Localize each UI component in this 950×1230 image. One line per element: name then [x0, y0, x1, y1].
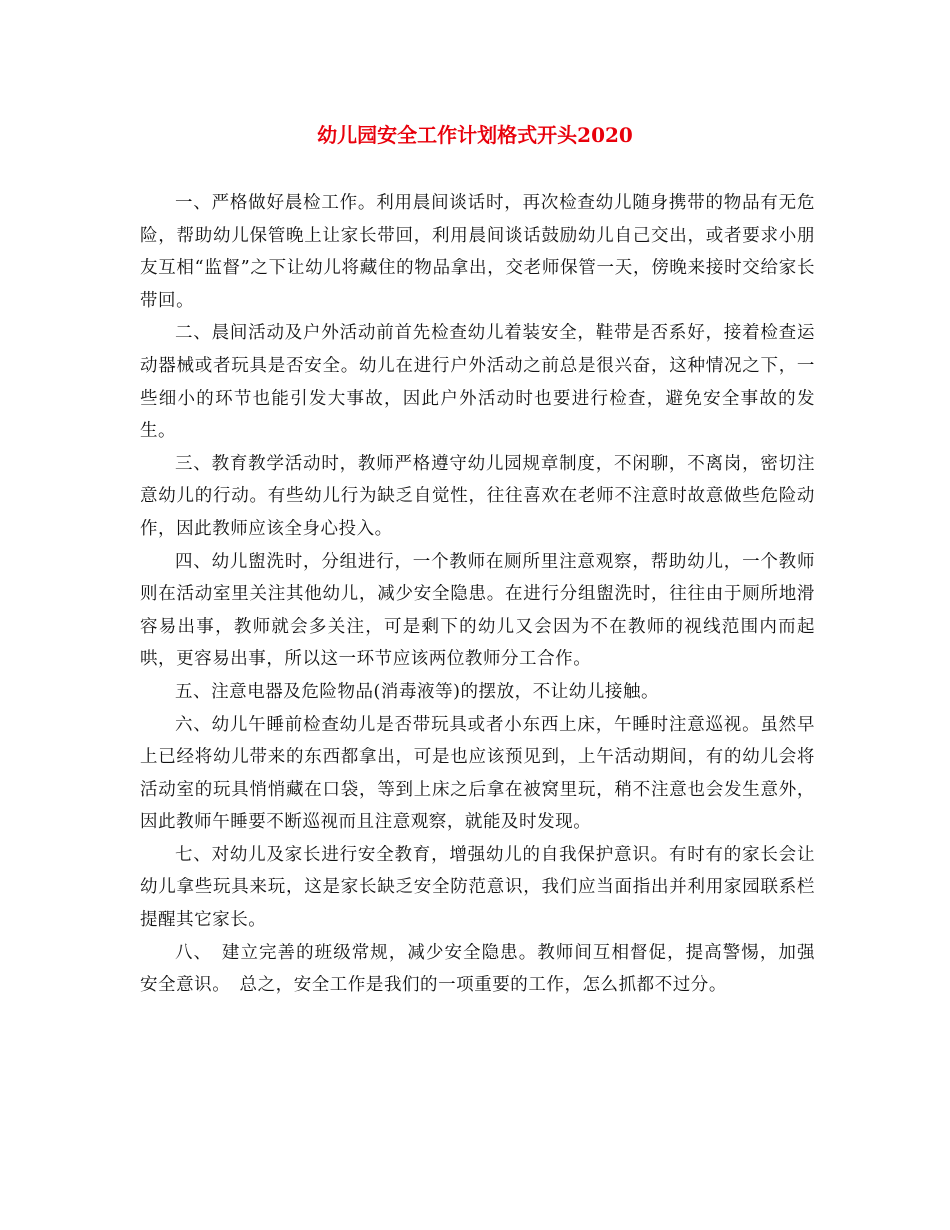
document-body [140, 187, 815, 1002]
paragraph-1: 一、严格做好晨检工作。利用晨间谈话时，再次检查幼儿随身携带的物品有无危险，帮助幼儿保管晚上让家长带回，利用晨间谈话鼓励幼儿自己交出，或者要求小朋友互相“监督”之下让幼儿将藏住的物品拿出，交老师保管一天，傍晚来接时交给家长带回。 [140, 193, 815, 311]
paragraph-7: 七、对幼儿及家长进行安全教育，增强幼儿的自我保护意识。有时有的家长会让幼儿拿些玩具来玩，这是家长缺乏安全防范意识，我们应当面指出并利用家园联系栏提醒其它家长。 [140, 844, 815, 931]
paragraph-3: 三、教育教学活动时，教师严格遵守幼儿园规章制度，不闲聊，不离岗，密切注意幼儿的行动。有些幼儿行为缺乏自觉性，往往喜欢在老师不注意时故意做些危险动作，因此教师应该全身心投入。 [140, 453, 815, 539]
document-title: 幼儿园安全工作计划格式开头2020 [317, 123, 633, 147]
paragraph-2: 二、晨间活动及户外活动前首先检查幼儿着装安全，鞋带是否系好，接着检查运动器械或者玩具是否安全。幼儿在进行户外活动之前总是很兴奋，这种情况之下，一些细小的环节也能引发大事故，因此户外活动时也要进行检查，避免安全事故的发生。 [140, 323, 815, 442]
paragraph-6: 六、幼儿午睡前检查幼儿是否带玩具或者小东西上床，午睡时注意巡视。虽然早上已经将幼儿带来的东西都拿出，可是也应该预见到，上午活动期间，有的幼儿会将活动室的玩具悄悄藏在口袋，等到上床之后拿在被窝里玩，稍不注意也会发生意外，因此教师午睡要不断巡视而且注意观察，就能及时发现。 [140, 714, 815, 833]
paragraph-5: 五、注意电器及危险物品(消毒液等)的摆放，不让幼儿接触。 [175, 681, 660, 702]
paragraph-4: 四、幼儿盥洗时，分组进行，一个教师在厕所里注意观察，帮助幼儿，一个教师则在活动室里关注其他幼儿，减少安全隐患。在进行分组盥洗时，往往由于厕所地滑容易出事，教师就会多关注，可是剩下的幼儿又会因为不在教师的视线范围内而起哄，更容易出事，所以这一环节应该两位教师分工合作。 [140, 551, 815, 670]
paragraph-8: 八、 建立完善的班级常规，减少安全隐患。教师间互相督促，提高警惕，加强安全意识。 总之，安全工作是我们的一项重要的工作，怎么抓都不过分。 [140, 942, 815, 996]
